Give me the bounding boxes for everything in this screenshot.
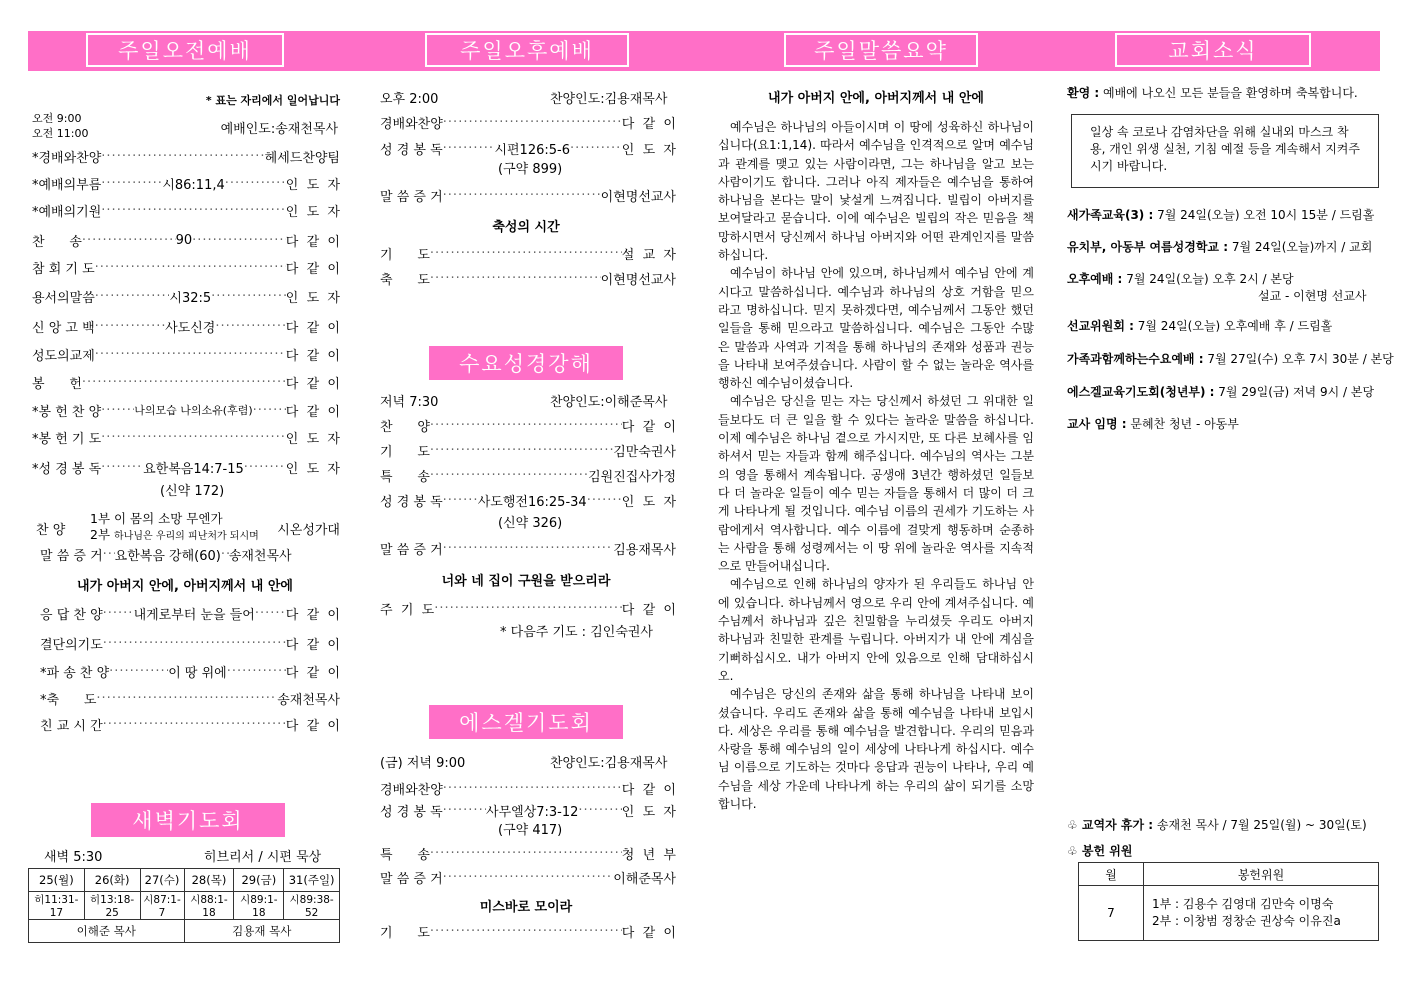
order-label: 친 교 시 간: [40, 718, 103, 734]
news-item-label: 교사 임명 :: [1067, 417, 1127, 431]
wednesday-leader: 찬양인도:이해준목사: [550, 395, 668, 410]
leader-dots: [101, 149, 264, 164]
morning-sermon-label: 말 씀 증 거: [40, 548, 103, 564]
order-right: 헤세드찬양팀: [264, 150, 340, 166]
news-item: [1067, 415, 1239, 432]
order-row: [380, 921, 676, 941]
order-right: 이해준목사: [613, 871, 676, 887]
order-detail: 이 땅 위에: [168, 665, 227, 681]
news-item-label: 에스겔교육기도회(청년부) :: [1067, 385, 1215, 399]
order-row: [380, 243, 676, 263]
order-label: *봉 헌 기 도: [32, 431, 102, 447]
offering-members: [1144, 886, 1379, 941]
order-detail: 시32:5: [169, 290, 212, 306]
news-item: [1067, 383, 1374, 400]
order-row: [380, 465, 676, 485]
dawn-passage: 시89:38-52: [284, 892, 340, 920]
order-detail: 시86:11,4: [162, 177, 225, 193]
dawn-passage: 히11:31-17: [29, 892, 85, 920]
leader-dots: [587, 493, 622, 508]
leader-dots: [82, 375, 286, 390]
order-detail: 요한복음14:7-15: [143, 461, 244, 477]
ezekiel-leader: 찬양인도:김용재목사: [550, 756, 668, 771]
leader-dots: [109, 664, 168, 679]
order-right: 김만숙권사: [613, 444, 676, 460]
dawn-days-row: [29, 869, 340, 892]
order-row: [32, 230, 340, 250]
order-label: 참 회 기 도: [32, 261, 95, 277]
news-item: [1067, 270, 1294, 287]
dawn-pastors-row: [29, 920, 340, 943]
order-label: 성 경 봉 독: [380, 142, 443, 158]
order-row: [380, 185, 676, 205]
wednesday-next-prayer: * 다음주 기도 : 김인숙권사: [500, 625, 653, 640]
order-row: [40, 688, 340, 708]
order-detail: 사도행전16:25-34: [477, 494, 587, 510]
news-item-text: 7월 27일(수) 오후 7시 30분 / 본당: [1207, 352, 1394, 366]
dawn-passage: 시87:1-7: [140, 892, 184, 920]
order-right: 송재천목사: [277, 692, 340, 708]
order-right: 다 같 이: [285, 404, 341, 420]
wednesday-reading-sub: (신약 326): [498, 516, 563, 531]
order-detail: 내게로부터 눈을 들어: [133, 607, 255, 623]
order-label: *예배의기원: [32, 204, 102, 220]
leader-dots: [225, 176, 286, 191]
leader-dots: [443, 870, 614, 885]
vacation-text: 송재천 목사 / 7월 25일(월) ~ 30일(토): [1156, 818, 1367, 832]
leader-dots: [430, 246, 622, 261]
order-row: [32, 146, 340, 166]
leader-dots: [434, 601, 622, 616]
leader-dots: [95, 260, 286, 275]
order-detail: 사무엘상7:3-12: [486, 804, 579, 820]
order-row: [380, 800, 676, 820]
morning-sermon-dots: [103, 547, 115, 562]
offering-head-members: 봉헌위원: [1144, 863, 1379, 886]
ezekiel-time: (금) 저녁 9:00: [380, 756, 466, 771]
order-right: 다 같 이: [621, 419, 676, 435]
hymn-title-1: 1부 이 몸의 소망 무엔가: [90, 511, 223, 526]
news-item: [1067, 206, 1374, 223]
morning-sermon-row: [40, 544, 340, 564]
order-row: [32, 457, 340, 477]
order-label: 말 씀 증 거: [380, 871, 443, 887]
order-label: 결단의기도: [40, 637, 103, 653]
summary-paragraph: 예수님은 당신을 믿는 자는 당신께서 하셨던 그 위대한 일들보다도 더 큰 일을 할 수 있다는 놀라운 말씀을 하십니다. 이제 예수님은 하나님 곁으로 가시지만, 또 다른 보혜사를 임하셔서 믿는 자들과 함께 해주십니다. 예수님의 역사는 그분의 영을 통해서 계속됩니다. 공생애 3년간 행하셨던 일들보다 더 놀라운 일들이 예수 믿는 자들을 통해서 더 많이 더 크게 나타나게 될 것입니다. 예수님 이름의 권세가 기도하는 사람에게서 역사합니다. 예수 이름에 걸맞게 행동하며 순종하는 사람을 통해 성령께서는 이 땅 위에 놀라운 역사를 지속적으로 만들어내십니다.: [718, 394, 1034, 574]
order-row: [32, 427, 340, 447]
dawn-day: 25(월): [29, 869, 85, 892]
offering-table: [1078, 862, 1379, 941]
morning-sermon-title: 내가 아버지 안에, 아버지께서 내 안에: [77, 578, 293, 594]
wednesday-time: 저녁 7:30: [380, 395, 439, 410]
order-right: 인 도 자: [285, 204, 340, 220]
order-right: 이현명선교사: [600, 189, 676, 205]
order-row: [32, 200, 340, 220]
order-row: [32, 173, 340, 193]
leader-dots: [101, 430, 286, 445]
summary-paragraph: 예수님은 당신의 존재와 삶을 통해 하나님을 나타내 보이셨습니다. 우리도 존재와 삶을 통해 예수님을 나타내 보입시다. 세상은 우리를 통해 예수님을 발견합니다. 우리의 믿음과 사랑을 통해 예수님의 일이 세상에 나타나게 하십시다. 예수님 이름으로 기도하는 것마다 응답과 권능이 나타나, 우리 예수님을 세상 가운데 나타나게 하는 우리의 삶이 되기를 소망합니다.: [718, 687, 1034, 811]
order-label: 경배와찬양: [380, 116, 443, 132]
welcome-text: 예배에 나오신 모든 분들을 환영하며 축복합니다.: [1103, 86, 1358, 100]
news-item-text: 7월 24일(오늘) 오전 10시 15분 / 드림홀: [1157, 208, 1375, 222]
order-right: 인 도 자: [285, 290, 340, 306]
leader-dots: [443, 803, 486, 818]
hymn-2-prefix: 2부: [90, 527, 115, 542]
news-item-text: 7월 29일(금) 저녁 9시 / 본당: [1218, 385, 1375, 399]
news-item-text: 7월 24일(오늘)까지 / 교회: [1231, 240, 1373, 254]
order-row: [380, 843, 676, 863]
order-right: 다 같 이: [285, 665, 341, 681]
news-item-text: 7월 24일(오늘) 오후 2시 / 본당: [1126, 272, 1294, 286]
header-sermon-summary: 주일말씀요약: [784, 33, 978, 67]
dawn-passages-row: [29, 892, 340, 920]
leader-dots: [82, 233, 176, 248]
order-row: [380, 415, 676, 435]
order-label: 용서의말씀: [32, 290, 95, 306]
leader-dots: [227, 664, 286, 679]
order-label: 특 송: [380, 469, 430, 485]
news-item: [1067, 350, 1394, 367]
order-row: [40, 633, 340, 653]
order-row: [380, 598, 676, 618]
order-label: 특 송: [380, 847, 430, 863]
order-right: 다 같 이: [621, 116, 676, 132]
leader-dots: [101, 176, 162, 191]
news-item: [1067, 317, 1332, 334]
leader-dots: [253, 403, 286, 418]
news-item-label: 오후예배 :: [1067, 272, 1123, 286]
news-item-text: 문혜찬 청년 - 아동부: [1130, 417, 1239, 431]
hymn-titles: [90, 511, 259, 545]
order-row: [380, 867, 676, 887]
order-row: [380, 778, 676, 798]
order-row: [380, 490, 676, 510]
order-detail: 시편126:5-6: [494, 142, 570, 158]
news-item: [1067, 238, 1372, 255]
order-label: 찬 송: [32, 234, 82, 250]
hymn-right: 시온성가대: [277, 522, 340, 538]
order-row: [380, 440, 676, 460]
vacation-label: ♧ 교역자 휴가 :: [1067, 818, 1154, 832]
order-label: 찬 양: [380, 419, 430, 435]
order-label: 기 도: [380, 925, 430, 941]
leader-dots: [443, 493, 478, 508]
summary-paragraph: 예수님은 하나님의 아들이시며 이 땅에 성육하신 하나님이십니다(요1:1,14). 따라서 예수님을 인격적으로 알며 예수님과 관계를 맺고 있는 사람이라면, 그는 하나님을 알고 보는 사람이기도 합니다. 그러나 아직 제자들은 예수님을 통하여 하나님을 본다는 말이 낯설게 느껴집니다. 빌립이 아버지를 보여달라고 묻습니다. 이에 예수님은 빌립의 작은 믿음을 책망하시면서 당신께서 하나님 아버지와 어떤 관계인지를 말씀하십니다.: [718, 120, 1034, 263]
order-right: 다 같 이: [285, 348, 340, 364]
order-right: 다 같 이: [285, 376, 340, 392]
order-row: [32, 257, 340, 277]
leader-dots: [430, 846, 622, 861]
welcome-row: [1067, 84, 1358, 101]
morning-time-1: 오전 9:00: [32, 112, 82, 125]
order-detail: 사도신경: [165, 320, 216, 336]
order-row: [32, 344, 340, 364]
leader-dots: [430, 443, 613, 458]
order-right: 인 도 자: [621, 804, 676, 820]
order-right: 다 같 이: [621, 782, 676, 798]
order-row: [32, 400, 340, 420]
order-label: 신 앙 고 백: [32, 320, 95, 336]
vacation-row: [1067, 816, 1367, 833]
summary-body: [718, 118, 1034, 813]
header-dawn-prayer: 새벽기도회: [91, 803, 285, 837]
morning-sermon-dots-2: [221, 547, 229, 562]
dawn-passage: 시88:1-18: [184, 892, 234, 920]
leader-dots: [443, 141, 495, 156]
order-label: 말 씀 증 거: [380, 189, 443, 205]
morning-sermon-text: 요한복음 강해(60): [114, 548, 221, 564]
hymn-row: [36, 508, 340, 548]
leader-dots: [103, 717, 286, 732]
order-row: [40, 661, 340, 681]
leader-dots: [430, 418, 622, 433]
order-label: 기 도: [380, 247, 430, 263]
order-right: 김용재목사: [613, 542, 676, 558]
dawn-day: 29(금): [234, 869, 284, 892]
order-row: [40, 714, 340, 734]
leader-dots: [103, 636, 286, 651]
morning-time-2: 오전 11:00: [32, 127, 89, 140]
leader-dots: [578, 803, 621, 818]
order-label: 말 씀 증 거: [380, 542, 443, 558]
order-label: 성도의교제: [32, 348, 95, 364]
order-label: *봉 헌 찬 양: [32, 404, 102, 420]
afternoon-section-2: 축성의 시간: [492, 220, 560, 235]
order-right: 인 도 자: [285, 177, 341, 193]
leader-dots: [101, 403, 134, 418]
order-row: [32, 316, 340, 336]
order-right: 다 같 이: [285, 607, 340, 623]
morning-leader: 예배인도:송재천목사: [220, 122, 338, 137]
order-label: 응 답 찬 양: [40, 607, 103, 623]
dawn-day: 28(목): [184, 869, 234, 892]
leader-dots: [95, 347, 286, 362]
order-label: 주 기 도: [380, 602, 435, 618]
dawn-time: 새벽 5:30: [44, 850, 103, 865]
summary-paragraph: 예수님으로 인해 하나님의 양자가 된 우리들도 하나님 안에 있습니다. 하나님께서 영으로 우리 안에 계셔주십니다. 예수님께서 하나님과 깊은 친밀함을 누리셨듯 우리도 아버지 하나님과 친밀한 관계를 누립니다. 아버지가 내 안에 계심을 기뻐하십시오. 내가 아버지 안에 있음으로 인해 담대하십시오.: [718, 577, 1034, 683]
notice-box: [1071, 114, 1379, 188]
offering-row: [1079, 886, 1379, 941]
news-item-label: 선교위원회 :: [1067, 319, 1134, 333]
leader-dots: [95, 319, 165, 334]
order-label: 봉 헌: [32, 376, 82, 392]
morning-sermon-right: 송재천목사: [228, 548, 292, 564]
order-right: 이현명선교사: [600, 272, 676, 288]
afternoon-reading-sub: (구약 899): [498, 162, 563, 177]
order-right: 다 같 이: [285, 234, 340, 250]
dawn-book: 히브리서 / 시편 묵상: [204, 850, 322, 865]
order-right: 다 같 이: [285, 718, 340, 734]
offering-members-2: 2부 : 이창범 정창순 권상숙 이유진a: [1152, 914, 1341, 928]
news-item-text: 7월 24일(오늘) 오후예배 후 / 드림홀: [1137, 319, 1333, 333]
order-row: [380, 268, 676, 288]
hymn-title-2: 하나님은 우리의 피난처가 되시며: [114, 531, 259, 542]
order-label: 기 도: [380, 444, 430, 460]
order-right: 다 같 이: [621, 925, 676, 941]
header-afternoon-worship: 주일오후예배: [425, 33, 629, 67]
leader-dots: [443, 115, 622, 130]
summary-title: 내가 아버지 안에, 아버지께서 내 안에: [768, 91, 984, 106]
dawn-passage: 히13:18-25: [84, 892, 140, 920]
welcome-label: 환영 :: [1067, 86, 1100, 100]
leader-dots: [430, 271, 601, 286]
order-label: *파 송 찬 양: [40, 665, 110, 681]
news-item-label: 유치부, 아동부 여름성경학교 :: [1067, 240, 1228, 254]
wednesday-sermon-title: 너와 네 집이 구원을 받으리라: [441, 574, 611, 589]
order-label: *경배와찬양: [32, 150, 102, 166]
order-right: 설 교 자: [621, 247, 676, 263]
order-detail: 90: [175, 232, 193, 248]
leader-dots: [215, 319, 285, 334]
leader-dots: [192, 233, 286, 248]
standing-note: * 표는 자리에서 일어납니다: [205, 94, 340, 107]
order-label: 성 경 봉 독: [380, 494, 443, 510]
order-detail: 나의모습 나의소유(후렴): [134, 404, 253, 417]
leader-dots: [103, 606, 134, 621]
morning-reading-sub: (신약 172): [160, 484, 225, 499]
order-label: *성 경 봉 독: [32, 461, 102, 477]
leader-dots: [96, 691, 277, 706]
dawn-day: 26(화): [84, 869, 140, 892]
leader-dots: [443, 781, 622, 796]
leader-dots: [255, 606, 286, 621]
header-morning-worship: 주일오전예배: [86, 33, 284, 67]
hymn-label: 찬 양: [36, 522, 66, 538]
header-church-news: 교회소식: [1115, 33, 1311, 67]
leader-dots: [101, 203, 285, 218]
ezekiel-title: 미스바로 모이라: [479, 900, 573, 915]
ezekiel-reading-sub: (구약 417): [498, 823, 563, 838]
order-row: [380, 138, 676, 158]
afternoon-preacher: 설교 - 이현명 선교사: [1258, 289, 1367, 303]
order-label: 축 도: [380, 272, 430, 288]
dawn-table: [28, 868, 340, 943]
leader-dots: [244, 460, 286, 475]
offering-month: 7: [1079, 886, 1144, 941]
header-ezekiel: 에스겔기도회: [429, 705, 623, 739]
leader-dots: [430, 468, 588, 483]
order-label: *축 도: [40, 692, 97, 708]
summary-paragraph: 예수님이 하나님 안에 있으며, 하나님께서 예수님 안에 계시다고 말씀하십니다. 예수님과 하나님의 상호 거함을 믿으라고 명하십니다. 믿지 못하겠다면, 예수님께서 그동안 했던 일들을 통해 믿으라고 말씀하십니다. 예수님은 그동안 수많은 말씀과 사역과 기적을 통해 하나님의 존재와 성품과 권능을 나타내 보여주셨습니다. 사람이 할 수 없는 놀라운 역사를 행하신 예수님이셨습니다.: [718, 266, 1034, 391]
leader-dots: [430, 924, 622, 939]
order-row: [32, 286, 340, 306]
header-wednesday: 수요성경강해: [429, 346, 623, 380]
afternoon-leader: 찬양인도:김용재목사: [550, 92, 668, 107]
leader-dots: [443, 188, 601, 203]
order-right: 다 같 이: [285, 261, 340, 277]
order-right: 인 도 자: [285, 461, 340, 477]
order-label: 성 경 봉 독: [380, 804, 443, 820]
order-right: 인 도 자: [621, 142, 676, 158]
order-row: [380, 112, 676, 132]
dawn-pastor-1: 이해준 목사: [29, 920, 185, 943]
offering-head-month: 월: [1079, 863, 1144, 886]
order-right: 김원진집사가정: [588, 469, 676, 485]
dawn-passage: 시89:1-18: [234, 892, 284, 920]
order-row: [380, 538, 676, 558]
order-right: 다 같 이: [285, 637, 340, 653]
offering-label: ♧ 봉헌 위원: [1067, 844, 1133, 858]
order-row: [32, 372, 340, 392]
afternoon-time: 오후 2:00: [380, 92, 439, 107]
leader-dots: [570, 141, 622, 156]
order-right: 인 도 자: [621, 494, 677, 510]
order-right: 다 같 이: [621, 602, 676, 618]
news-item-label: 새가족교육(3) :: [1067, 208, 1154, 222]
dawn-day: 31(주일): [284, 869, 340, 892]
order-label: 경배와찬양: [380, 782, 443, 798]
offering-members-1: 1부 : 김용수 김영대 김만숙 이명숙: [1152, 897, 1334, 911]
order-right: 다 같 이: [285, 320, 340, 336]
order-right: 청 년 부: [621, 847, 676, 863]
dawn-day: 27(수): [140, 869, 184, 892]
dawn-pastor-2: 김용재 목사: [184, 920, 339, 943]
order-row: [40, 603, 340, 623]
offering-head-row: [1079, 863, 1379, 886]
order-label: *예배의부름: [32, 177, 102, 193]
order-right: 인 도 자: [285, 431, 340, 447]
news-item-label: 가족과함께하는수요예배 :: [1067, 352, 1204, 366]
notice-text: 일상 속 코로나 감염차단을 위해 실내외 마스크 착용, 개인 위생 실천, 기침 예절 등을 계속해서 지켜주시기 바랍니다.: [1090, 125, 1360, 173]
leader-dots: [443, 541, 614, 556]
leader-dots: [211, 289, 286, 304]
leader-dots: [101, 460, 143, 475]
leader-dots: [95, 289, 170, 304]
